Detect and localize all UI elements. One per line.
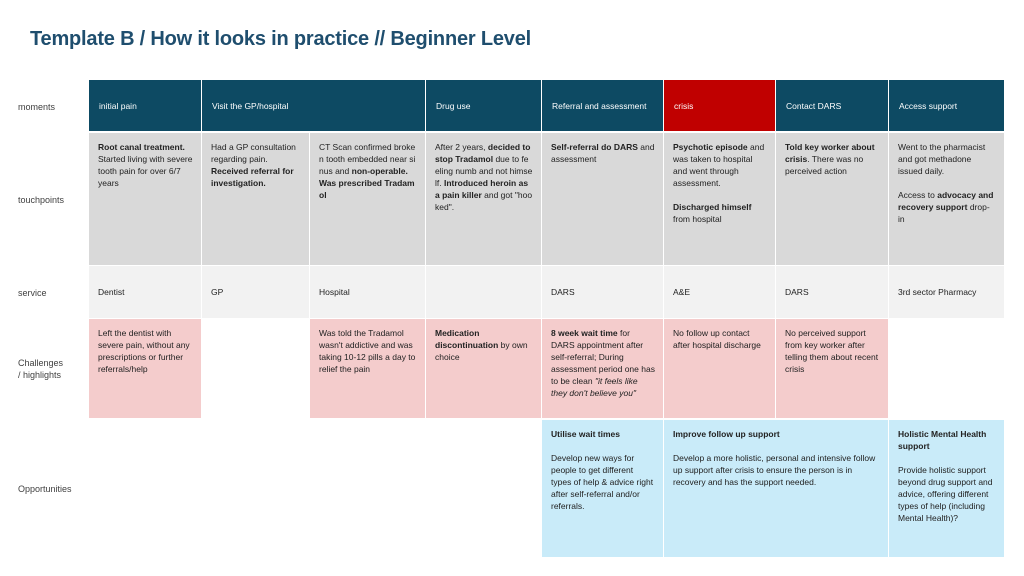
moment-initial-pain: initial pain: [89, 80, 201, 131]
moment-drug-use: Drug use: [426, 80, 541, 131]
row-label-challenges-line2: / highlights: [18, 370, 62, 380]
challenge-wait-time: 8 week wait time for DARS appointment after self-referral; During assessment period one has to be clean "it feels like they don't believe you": [542, 319, 663, 418]
touchpoint-key-worker: Told key worker about crisis. There was no perceived action: [776, 133, 888, 265]
touchpoint-root-canal: Root canal treatment. Started living with severe tooth pain for over 6/7 years: [89, 133, 201, 265]
row-label-challenges-line1: Challenges: [18, 358, 64, 368]
challenge-tradamol: Was told the Tradamol wasn't addictive and was taking 10-12 pills a day to relief the pain: [310, 319, 425, 418]
row-label-service: service: [18, 288, 47, 298]
opportunity-body: Provide holistic support beyond drug support and advice, offering different types of help (including Mental Health)?: [898, 465, 993, 523]
service-dars: DARS: [542, 266, 663, 318]
challenge-medication-discontinuation: Medication discontinuation by own choice: [426, 319, 541, 418]
moment-crisis: crisis: [664, 80, 775, 131]
row-label-opportunities: Opportunities: [18, 484, 72, 494]
opportunity-heading: Holistic Mental Health support: [898, 429, 987, 451]
challenge-left-dentist: Left the dentist with severe pain, without any prescriptions or further referrals/help: [89, 319, 201, 418]
opportunity-utilise-wait-times: [542, 420, 663, 557]
opportunity-heading: Improve follow up support: [673, 429, 780, 439]
challenge-no-follow-up: No follow up contact after hospital discharge: [664, 319, 775, 418]
service-dentist: Dentist: [89, 266, 201, 318]
opportunity-heading: Utilise wait times: [551, 429, 620, 439]
service-gp: GP: [202, 266, 309, 318]
service-ae: A&E: [664, 266, 775, 318]
moment-visit-gp: Visit the GP/hospital: [202, 80, 425, 131]
touchpoint-drug-use: After 2 years, decided to stop Tradamol due to feeling numb and not himself. Introduced heroin as a pain killer and got "hooked".: [426, 133, 541, 265]
service-empty: [426, 266, 541, 318]
row-label-touchpoints: touchpoints: [18, 195, 65, 205]
moment-access-support: Access support: [889, 80, 1004, 131]
touchpoint-psychotic-episode: Psychotic episode and was taken to hospital and went through assessment. Discharged himself from hospital: [664, 133, 775, 265]
service-3rd-sector-pharmacy: 3rd sector Pharmacy: [889, 266, 1004, 318]
service-hospital: Hospital: [310, 266, 425, 318]
row-label-challenges: [18, 357, 63, 381]
service-dars-2: DARS: [776, 266, 888, 318]
challenge-no-support: No perceived support from key worker after telling them about recent crisis: [776, 319, 888, 418]
touchpoint-self-referral: Self-referral do DARS and assessment: [542, 133, 663, 265]
page-title: Template B / How it looks in practice // Beginner Level: [30, 28, 531, 50]
touchpoint-pharmacist: Went to the pharmacist and got methadone issued daily. Access to advocacy and recovery support drop-in: [889, 133, 1004, 265]
row-label-moments: moments: [18, 102, 56, 112]
opportunity-body: Develop a more holistic, personal and intensive follow up support after crisis to ensure the person is in recovery and has the support needed.: [673, 453, 876, 487]
moment-contact-dars: Contact DARS: [776, 80, 888, 131]
opportunity-holistic-mental-health: [889, 420, 1004, 557]
moment-referral: Referral and assessment: [542, 80, 663, 131]
touchpoint-ct-scan: CT Scan confirmed broken tooth embedded near sinus and non-operable. Was prescribed Tradamol: [310, 133, 425, 265]
touchpoint-gp-consultation: Had a GP consultation regarding pain. Received referral for investigation.: [202, 133, 309, 265]
opportunity-body: Develop new ways for people to get different types of help & advice right after self-referral and/or referrals.: [551, 453, 654, 511]
opportunity-improve-follow-up: [664, 420, 888, 557]
